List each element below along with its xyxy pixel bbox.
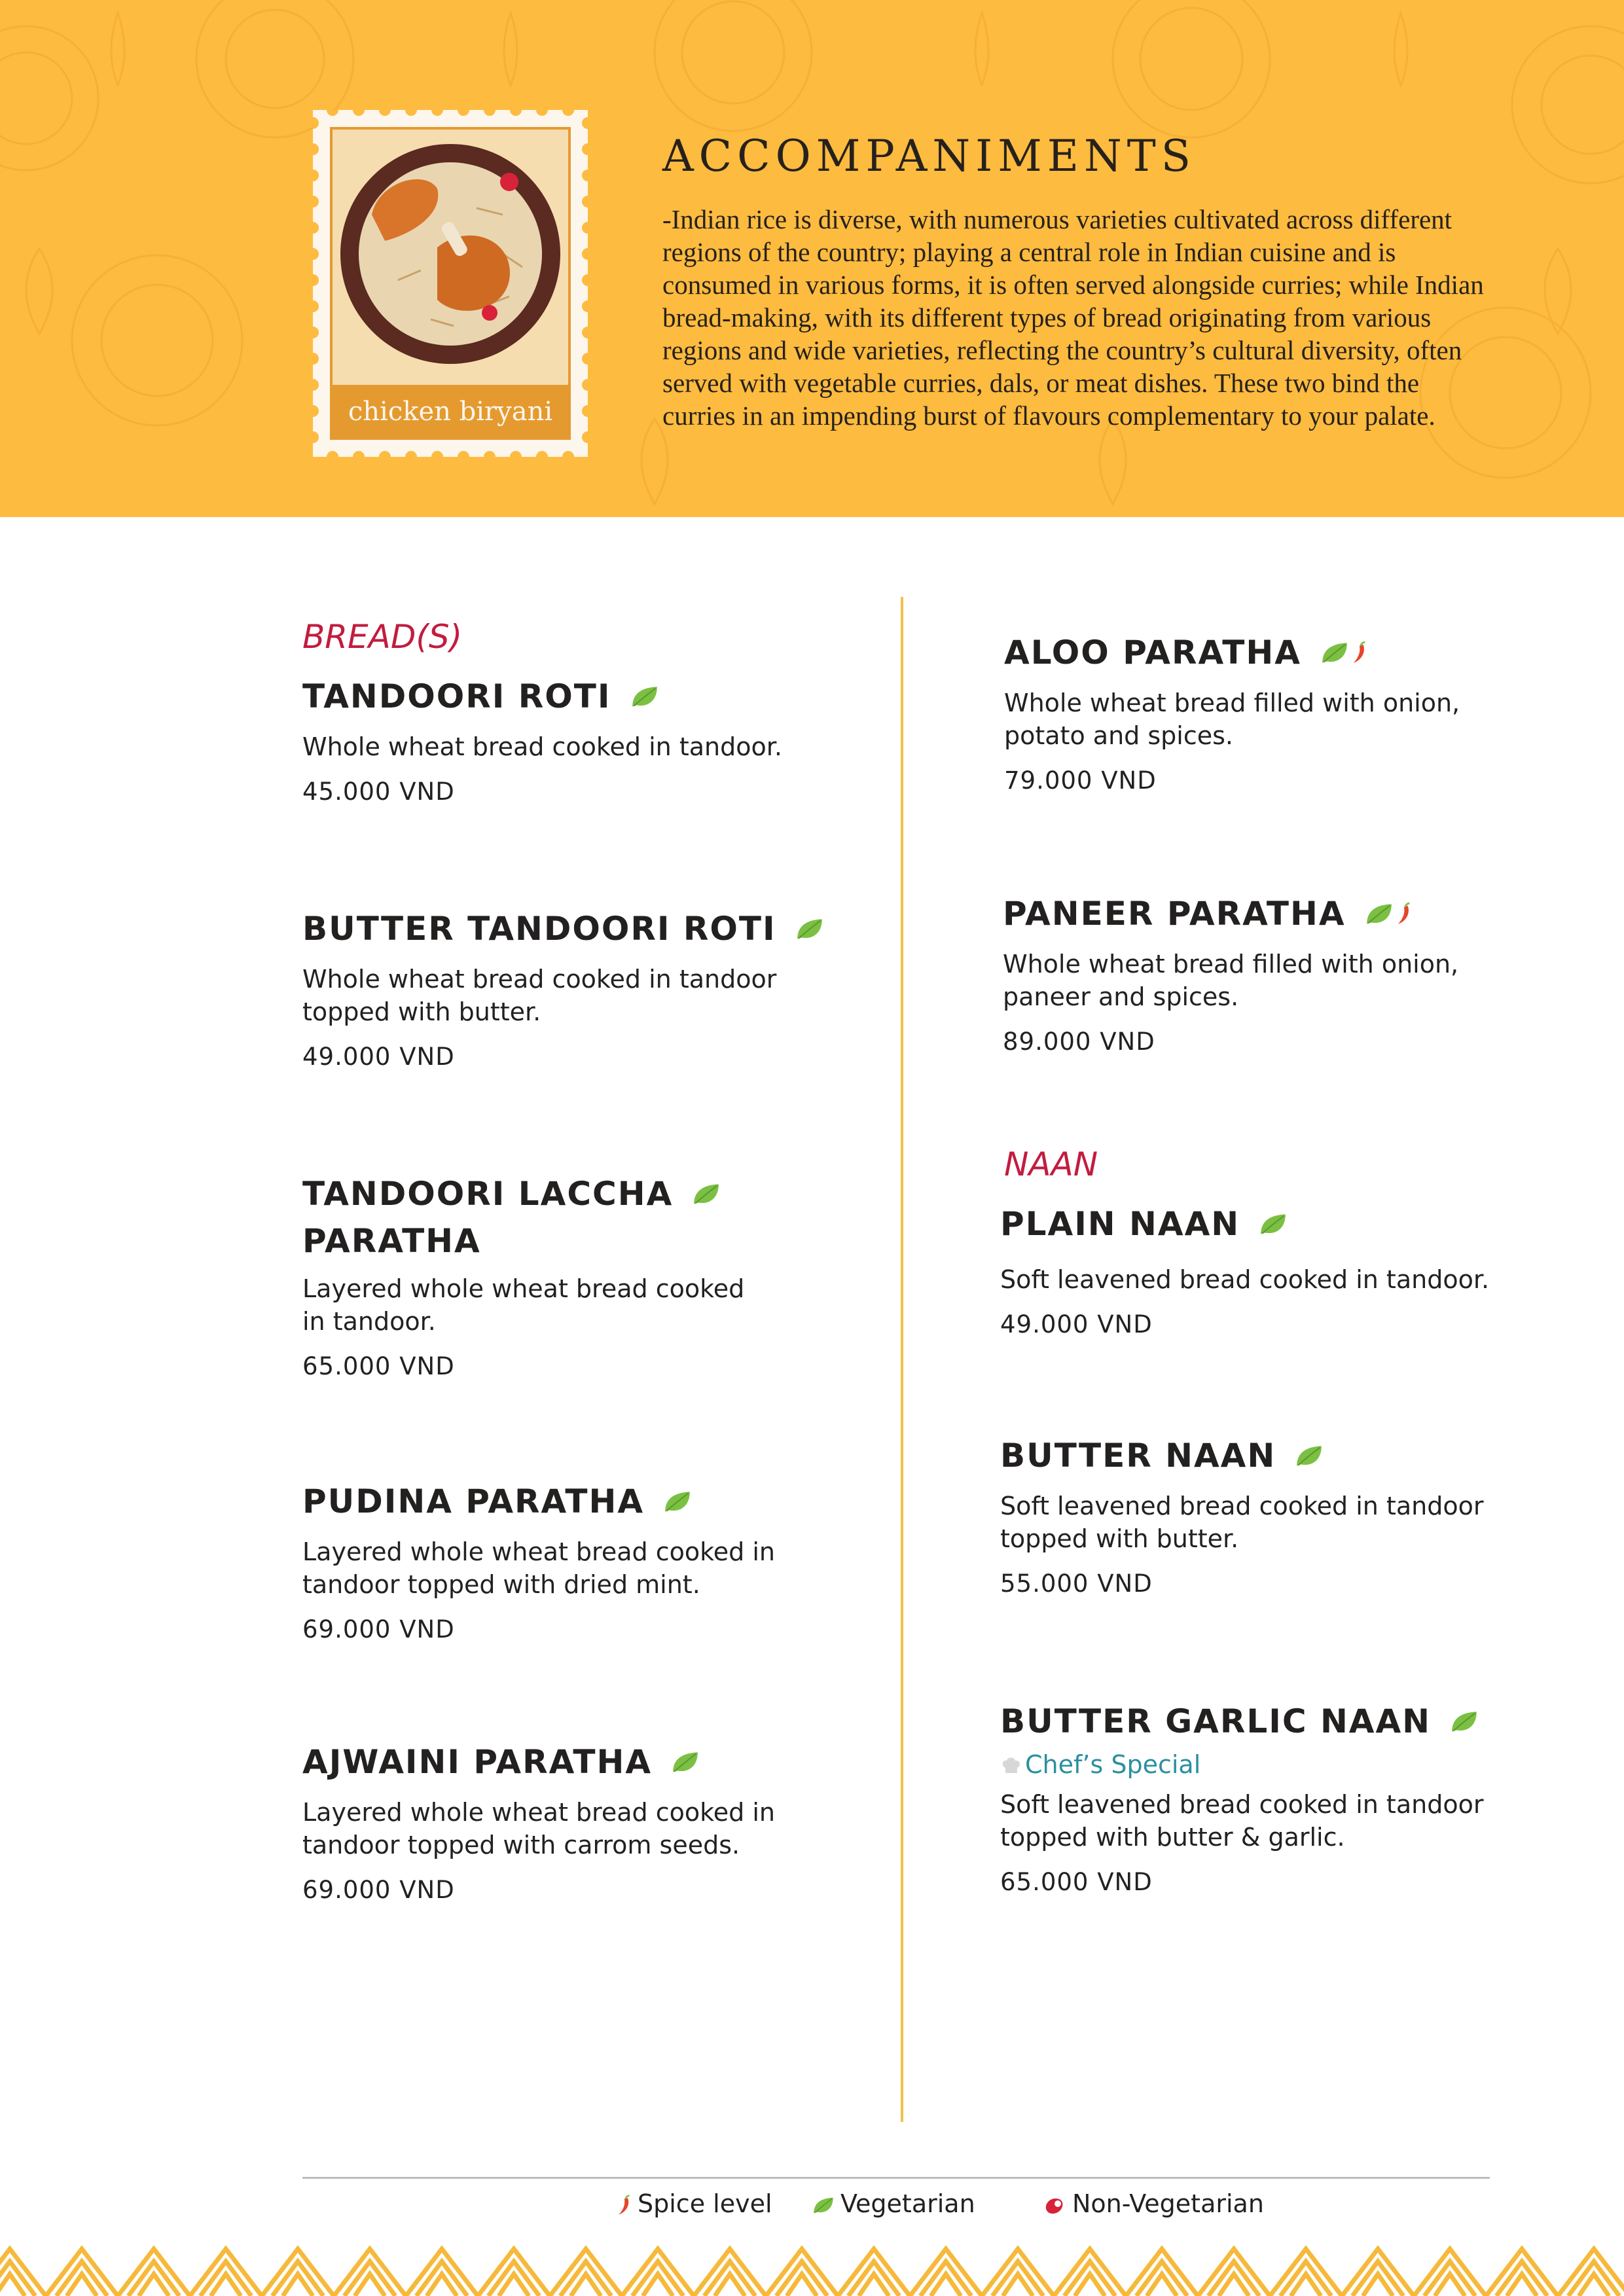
item-name: PUDINA PARATHA <box>302 1479 878 1526</box>
item-description: Soft leavened bread cooked in tandoor. <box>1000 1265 1490 1294</box>
item-name: TANDOORI LACCHA PARATHA <box>302 1172 878 1263</box>
section-title-breads: BREAD(S) <box>302 618 463 656</box>
leaf-icon <box>1320 641 1350 666</box>
leaf-icon <box>1294 1444 1324 1469</box>
item-price: 69.000 VND <box>302 1875 455 1904</box>
item-name: PLAIN NAAN <box>1000 1202 1550 1249</box>
chefs-special-badge: Chef’s Special <box>1000 1750 1550 1779</box>
item-description: Layered whole wheat bread cooked in tandoor topped with dried mint. <box>302 1537 775 1599</box>
item-description: Soft leavened bread cooked in tandoor topped with butter. <box>1000 1491 1484 1553</box>
menu-item <box>1000 1433 1550 1598</box>
leaf-icon <box>662 1490 693 1515</box>
menu-item <box>1000 1699 1550 1896</box>
item-description: Soft leavened bread cooked in tandoor topped with butter & garlic. <box>1000 1789 1484 1852</box>
item-description: Whole wheat bread filled with onion, potato and spices. <box>1004 688 1460 750</box>
menu-item <box>302 1740 878 1904</box>
chef-hat-icon <box>1000 1755 1022 1777</box>
legend-nonveg: Non-Vegetarian <box>1042 2189 1264 2218</box>
menu-item <box>302 906 865 1071</box>
chicken-biryani-stamp <box>313 110 588 457</box>
item-price: 69.000 VND <box>302 1615 455 1643</box>
item-description: Whole wheat bread cooked in tandoor. <box>302 732 782 761</box>
intro-paragraph: -Indian rice is diverse, with numerous varieties cultivated across different regions of the country; playing a central role in Indian cuisine and is consumed in various forms, it is often served alongside curries; while Indian bread-making, with its different types of bread originating from various regions and wide varieties, reflecting the country’s cultural diversity, often served with vegetable curries, dals, or meat dishes. These two bind the curries in an impending burst of flavours complementary to your palate. <box>662 204 1484 431</box>
leaf-icon <box>1449 1710 1479 1734</box>
item-name: PANEER PARATHA <box>1003 891 1540 939</box>
menu-item <box>1004 630 1541 795</box>
header-banner <box>0 0 1624 517</box>
item-price: 45.000 VND <box>302 777 455 806</box>
item-price: 49.000 VND <box>1000 1310 1153 1338</box>
leaf-icon <box>630 685 660 709</box>
item-description: Layered whole wheat bread cooked in tandoor. <box>302 1274 745 1336</box>
column-divider <box>901 597 903 2122</box>
item-description: Whole wheat bread cooked in tandoor topped with butter. <box>302 964 777 1026</box>
leaf-icon <box>1258 1212 1288 1237</box>
bottom-pattern-band <box>0 2244 1624 2296</box>
item-name: BUTTER GARLIC NAAN <box>1000 1699 1550 1746</box>
item-name: BUTTER TANDOORI ROTI <box>302 906 865 954</box>
item-price: 65.000 VND <box>1000 1867 1153 1896</box>
menu-item <box>302 1172 878 1380</box>
chili-icon <box>1350 641 1368 666</box>
item-name: BUTTER NAAN <box>1000 1433 1550 1480</box>
item-name: ALOO PARATHA <box>1004 630 1541 677</box>
legend-veg: Vegetarian <box>812 2189 975 2218</box>
item-name: TANDOORI ROTI <box>302 674 878 721</box>
item-description: Whole wheat bread filled with onion, paneer and spices. <box>1003 949 1459 1011</box>
item-price: 65.000 VND <box>302 1352 455 1380</box>
menu-item <box>1003 891 1540 1056</box>
menu-item <box>1000 1202 1550 1338</box>
leaf-icon <box>1364 902 1394 927</box>
item-price: 55.000 VND <box>1000 1569 1153 1598</box>
item-description: Layered whole wheat bread cooked in tandoor topped with carrom seeds. <box>302 1797 775 1859</box>
legend-spice: Spice level <box>615 2189 772 2218</box>
stamp-label: chicken biryani <box>348 397 553 427</box>
leaf-icon <box>795 917 825 942</box>
menu-item <box>302 1479 878 1643</box>
page-title: ACCOMPANIMENTS <box>662 131 1196 181</box>
item-price: 79.000 VND <box>1004 766 1157 795</box>
item-price: 89.000 VND <box>1003 1027 1155 1056</box>
chili-icon <box>615 2195 632 2217</box>
section-title-naan: NAAN <box>1004 1145 1098 1183</box>
item-price: 49.000 VND <box>302 1042 455 1071</box>
meat-icon <box>1042 2195 1067 2217</box>
leaf-icon <box>691 1182 721 1207</box>
menu-item <box>302 674 878 806</box>
leaf-icon <box>670 1750 700 1775</box>
leaf-icon <box>812 2196 835 2215</box>
item-name: AJWAINI PARATHA <box>302 1740 878 1787</box>
chili-icon <box>1394 902 1413 927</box>
footer-rule <box>302 2177 1490 2179</box>
